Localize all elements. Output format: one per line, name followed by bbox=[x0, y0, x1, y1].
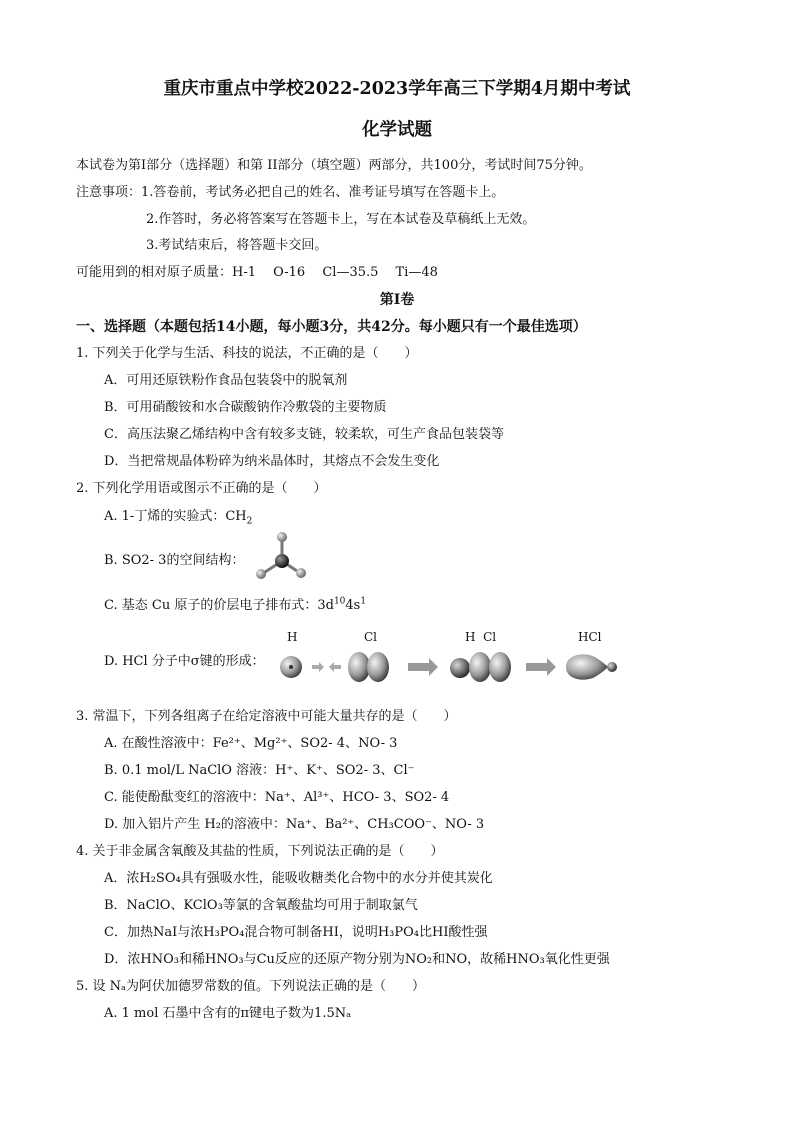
label-hcl: HCl bbox=[578, 630, 602, 644]
hcl-sigma-bond-diagram bbox=[272, 645, 628, 689]
q2-stem: 2. 下列化学用语或图示不正确的是（ ） bbox=[76, 481, 327, 496]
q2-option-a-sub: 2 bbox=[246, 516, 253, 527]
q2-option-c-sup1: 10 bbox=[333, 596, 346, 607]
reaction-arrow-2 bbox=[526, 658, 556, 676]
approach-arrow-left bbox=[329, 662, 341, 672]
exam-title: 重庆市重点中学校2022-2023学年高三下学期4月期中考试 bbox=[163, 79, 631, 99]
approach-arrow-right bbox=[312, 662, 324, 672]
q1-option-b: B．可用硝酸铵和水合碳酸钠作冷敷袋的主要物质 bbox=[104, 400, 387, 415]
q2-option-c-sup2: 1 bbox=[360, 596, 367, 607]
atomic-masses: 可能用到的相对原子质量：H-1 O-16 Cl—35.5 Ti—48 bbox=[76, 265, 438, 280]
section-title: 第I卷 bbox=[379, 292, 415, 308]
q3-option-b: B. 0.1 mol/L NaClO 溶液：H⁺、K⁺、SO2- 3、Cl⁻ bbox=[104, 763, 415, 778]
notice-item-2: 2.作答时，务必将答案写在答题卡上，写在本试卷及草稿纸上无效。 bbox=[146, 212, 536, 227]
q3-stem: 3. 常温下，下列各组离子在给定溶液中可能大量共存的是（ ） bbox=[76, 709, 457, 724]
notice-item-1: 1.答卷前，考试务必把自己的姓名、准考证号填写在答题卡上。 bbox=[141, 185, 505, 200]
q2-option-c bbox=[104, 597, 366, 615]
q5-stem: 5. 设 Nₐ为阿伏加德罗常数的值。下列说法正确的是（ ） bbox=[76, 979, 426, 994]
cl-p-orbital-right bbox=[367, 652, 389, 682]
label-h-cl: H Cl bbox=[465, 630, 497, 644]
notice-label: 注意事项： bbox=[76, 185, 142, 200]
q4-option-d: D．浓HNO₃和稀HNO₃与Cu反应的还原产物分别为NO₂和NO，故稀HNO₃氧化性更强 bbox=[104, 952, 610, 967]
q4-stem: 4. 关于非金属含氧酸及其盐的性质，下列说法正确的是（ ） bbox=[76, 844, 444, 859]
q2-option-a bbox=[104, 508, 252, 526]
label-cl: Cl bbox=[364, 630, 378, 644]
q2-option-d: D. HCl 分子中σ键的形成： bbox=[104, 654, 265, 669]
label-h: H bbox=[287, 630, 298, 644]
q3-option-c: C. 能使酚酞变红的溶液中：Na⁺、Al³⁺、HCO- 3、SO2- 4 bbox=[104, 790, 450, 805]
q3-option-d: D. 加入铝片产生 H₂的溶液中：Na⁺、Ba²⁺、CH₃COO⁻、NO- 3 bbox=[104, 817, 485, 832]
cl-p-orbital-left bbox=[348, 652, 370, 682]
q2-option-c-text: C. 基态 Cu 原子的价层电子排布式：3d bbox=[104, 598, 334, 613]
h-end-orbital bbox=[607, 662, 617, 672]
q4-option-b: B．NaClO、KClO₃等氯的含氧酸盐均可用于制取氯气 bbox=[104, 898, 418, 913]
notice-line-1 bbox=[76, 184, 504, 202]
q5-option-a: A. 1 mol 石墨中含有的π键电子数为1.5Nₐ bbox=[104, 1006, 352, 1021]
q2-option-a-text: A. 1-丁烯的实验式：CH bbox=[104, 509, 247, 524]
q1-option-a: A．可用还原铁粉作食品包装袋中的脱氧剂 bbox=[104, 373, 348, 388]
hcl-sigma-orbital bbox=[566, 654, 608, 679]
q1-option-c: C．高压法聚乙烯结构中含有较多支链，较柔软，可生产食品包装袋等 bbox=[104, 427, 504, 442]
intro-line: 本试卷为第I部分（选择题）和第 II部分（填空题）两部分，共100分，考试时间75分钟。 bbox=[76, 158, 592, 173]
q3-option-a: A. 在酸性溶液中：Fe²⁺、Mg²⁺、SO2- 4、NO- 3 bbox=[104, 736, 398, 751]
q2-option-b: B. SO2- 3的空间结构： bbox=[104, 553, 245, 568]
notice-item-3: 3.考试结束后，将答题卡交回。 bbox=[146, 238, 328, 253]
q2-option-c-mid: 4s bbox=[345, 598, 361, 613]
exam-subtitle: 化学试题 bbox=[362, 120, 432, 140]
reaction-arrow-1 bbox=[408, 658, 438, 676]
h-overlap-orbital bbox=[450, 658, 470, 678]
so3-molecule-model bbox=[250, 528, 310, 586]
q1-stem: 1. 下列关于化学与生活、科技的说法，不正确的是（ ） bbox=[76, 346, 418, 361]
q1-option-d: D．当把常规晶体粉碎为纳米晶体时，其熔点不会发生变化 bbox=[104, 454, 440, 469]
q4-option-c: C．加热NaI与浓H₃PO₄混合物可制备HI，说明H₃PO₄比HI酸性强 bbox=[104, 925, 488, 940]
cl-overlap-orbital-left bbox=[469, 652, 491, 682]
q4-option-a: A．浓H₂SO₄具有强吸水性，能吸收糖类化合物中的水分并使其炭化 bbox=[104, 871, 493, 886]
cl-overlap-orbital-right bbox=[489, 652, 511, 682]
section-heading: 一、选择题（本题包括14小题，每小题3分，共42分。每小题只有一个最佳选项） bbox=[76, 319, 587, 335]
